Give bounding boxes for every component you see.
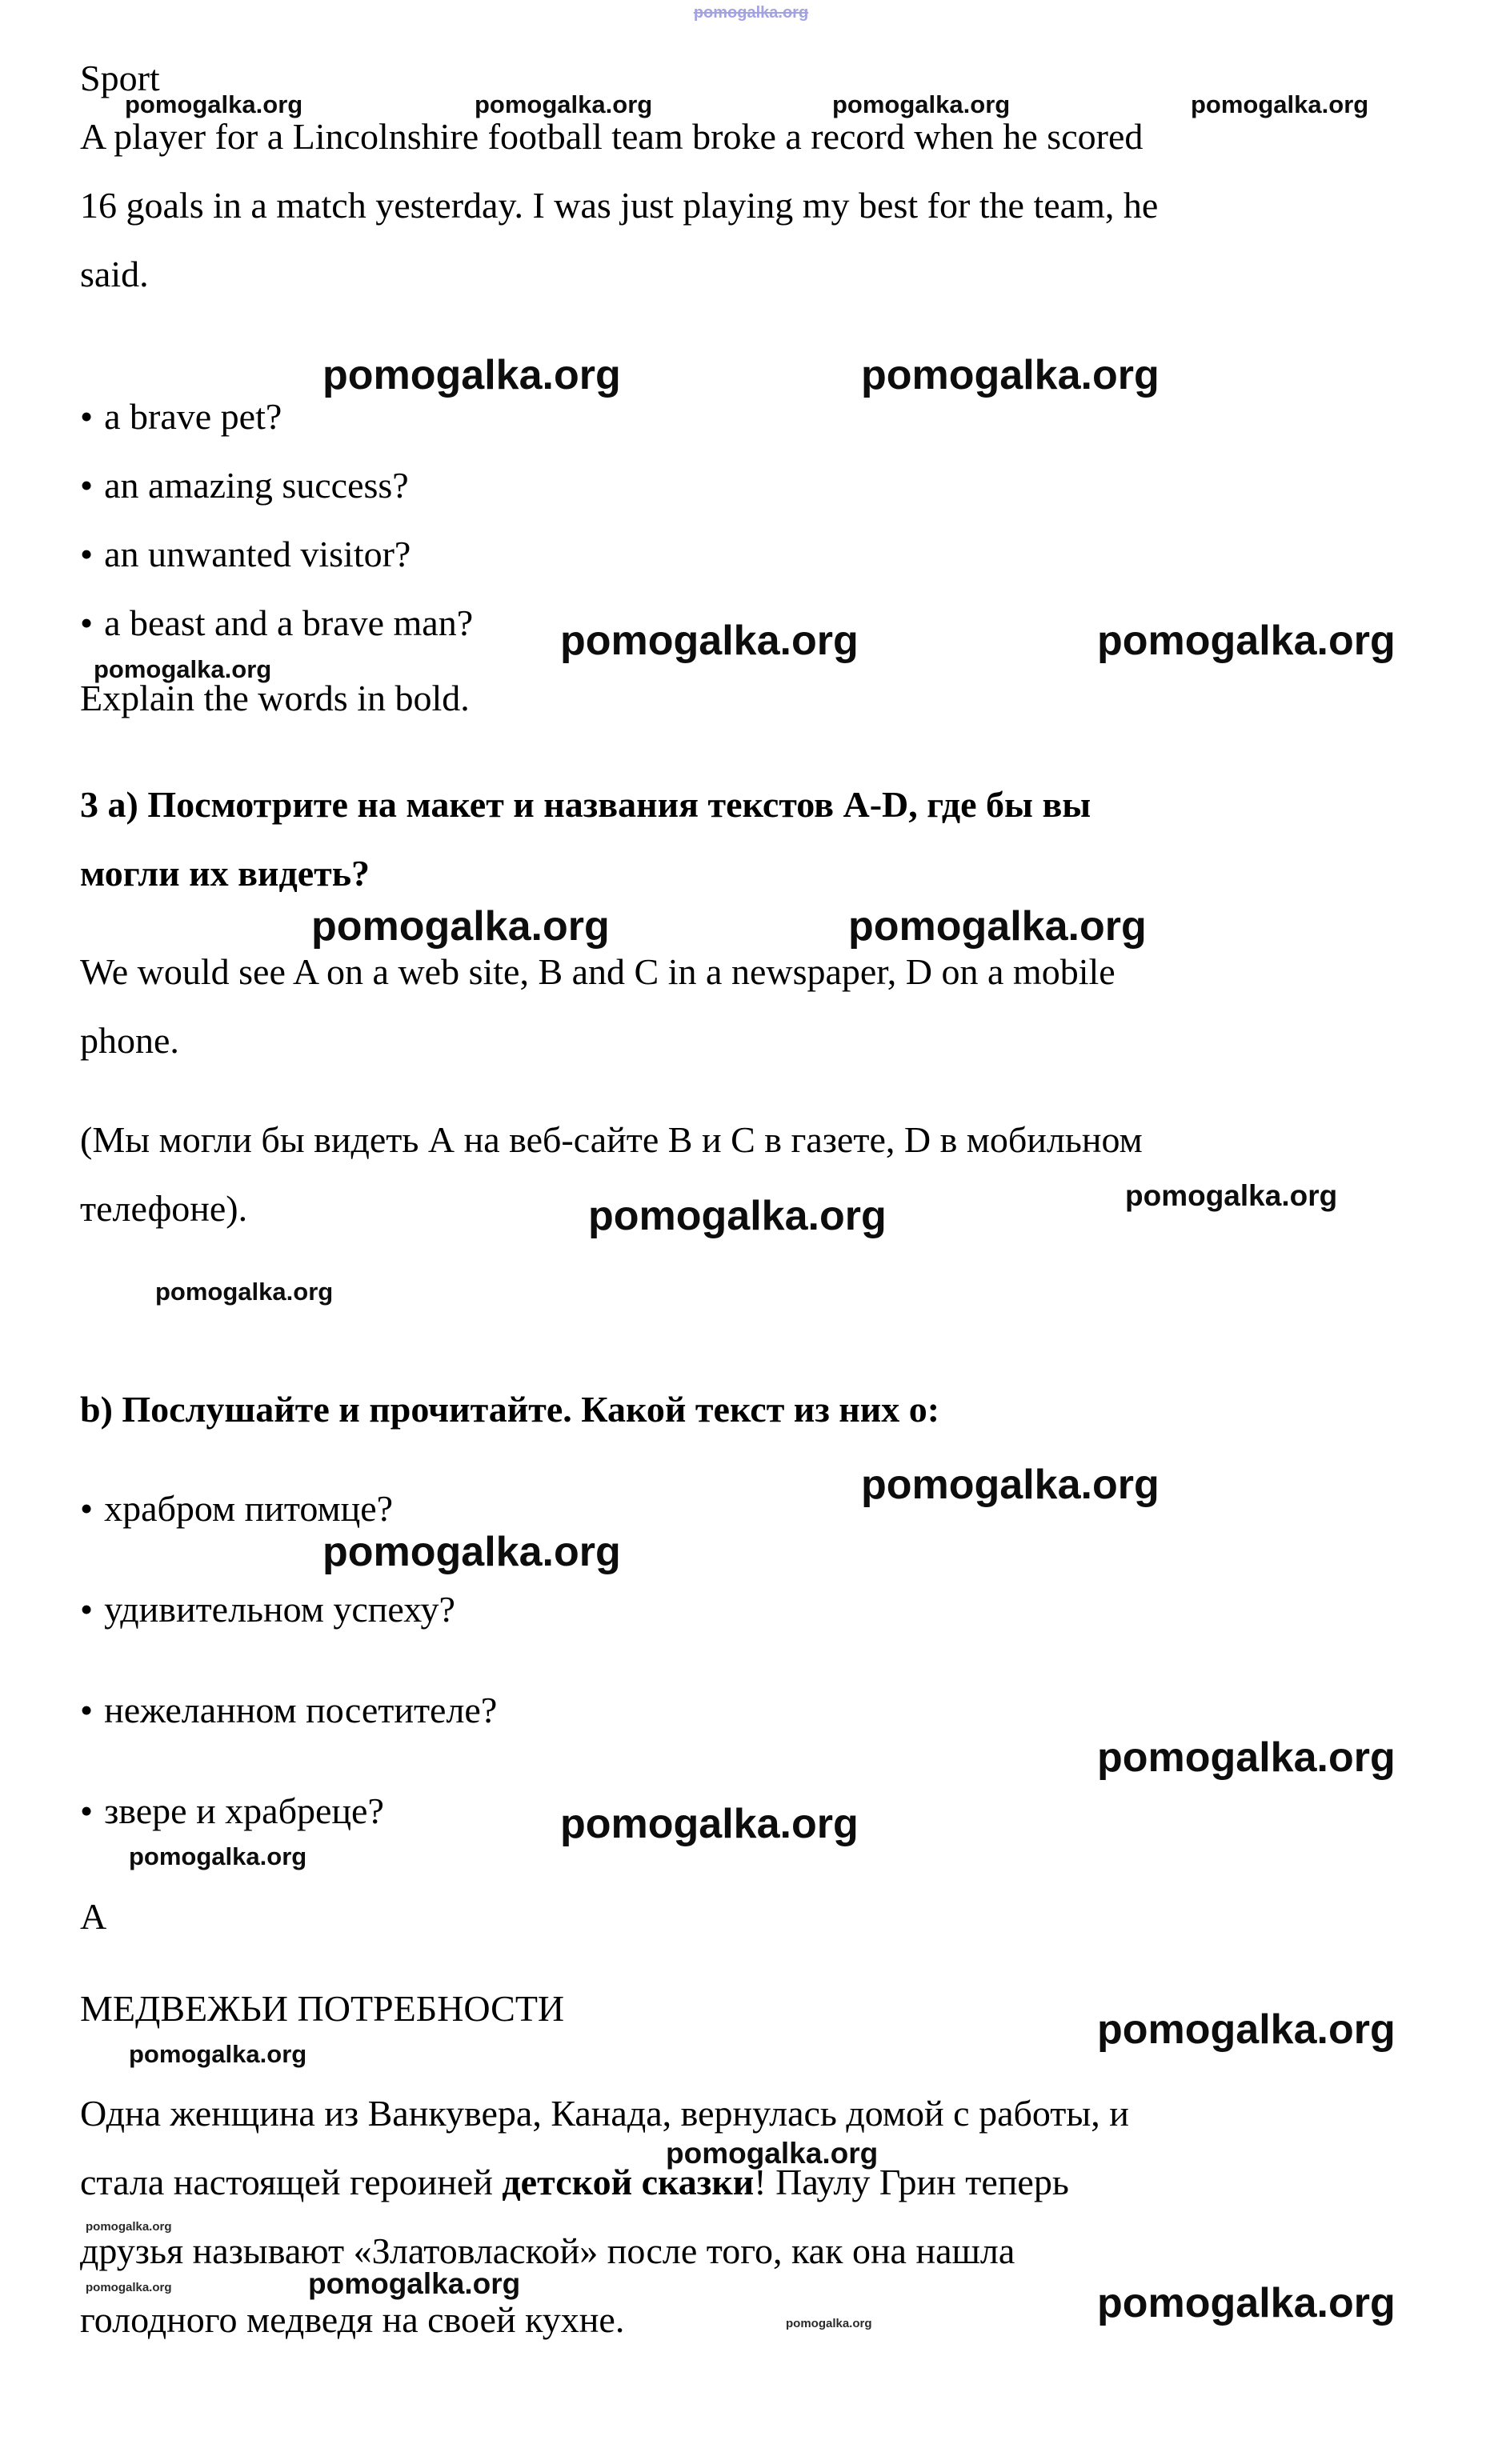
watermark: pomogalka.org <box>588 1193 887 1239</box>
watermark: pomogalka.org <box>308 2267 521 2300</box>
paragraph-text: ! Паулу Грин теперь <box>754 2162 1069 2202</box>
paragraph-line: (Мы могли бы видеть А на веб-сайте В и С в газете, D в мобильном <box>80 1119 1143 1160</box>
list-item-label: an amazing success? <box>104 465 409 506</box>
bold-phrase: детской сказки <box>502 2162 755 2202</box>
sport-heading: Sport <box>80 58 160 98</box>
watermark: pomogalka.org <box>560 1801 859 1847</box>
list-item <box>80 382 473 451</box>
bear-paragraph <box>80 2079 1129 2354</box>
watermark: pomogalka.org <box>1097 2280 1396 2326</box>
list-item-label: an unwanted visitor? <box>104 534 411 574</box>
watermark: pomogalka.org <box>1125 1179 1338 1212</box>
list-item <box>80 1660 497 1761</box>
watermark: pomogalka.org <box>1097 2006 1396 2053</box>
text-a-title: МЕДВЕЖЬИ ПОТРЕБНОСТИ <box>80 1988 565 2029</box>
paragraph-text: стала настоящей героиней <box>80 2162 503 2202</box>
bullet-marker: • <box>80 1488 94 1529</box>
watermark: pomogalka.org <box>475 90 653 118</box>
bullet-marker: • <box>80 1589 94 1630</box>
watermark: pomogalka.org <box>311 903 610 950</box>
watermark: pomogalka.org <box>832 90 1011 118</box>
list-item-label: a beast and a brave man? <box>104 602 474 643</box>
bullet-marker: • <box>80 1790 94 1831</box>
watermark: pomogalka.org <box>861 352 1160 398</box>
task-b-heading: b) Послушайте и прочитайте. Какой текст из них о: <box>80 1389 940 1430</box>
list-item <box>80 589 473 658</box>
watermark-logo: pomogalka.org <box>693 4 809 22</box>
watermark: pomogalka.org <box>322 1529 621 1575</box>
watermark: pomogalka.org <box>155 1278 334 1306</box>
task-3a-heading <box>80 770 1091 908</box>
heading-line: могли их видеть? <box>80 853 370 894</box>
watermark: pomogalka.org <box>1097 1734 1396 1781</box>
watermark: pomogalka.org <box>94 655 272 683</box>
watermark: pomogalka.org <box>1097 618 1396 664</box>
paragraph-line: голодного медведя на своей кухне. <box>80 2299 625 2340</box>
bullet-marker: • <box>80 1690 94 1730</box>
paragraph-line: phone. <box>80 1020 179 1061</box>
paragraph-line: 16 goals in a match yesterday. I was just playing my best for the team, he <box>80 185 1159 226</box>
watermark: pomogalka.org <box>129 1842 307 1870</box>
question-list-en <box>80 382 473 658</box>
paragraph-line: друзья называют «Златовлаской» после того, как она нашла <box>80 2230 1015 2271</box>
watermark: pomogalka.org <box>86 2220 172 2234</box>
watermark: pomogalka.org <box>666 2137 879 2170</box>
watermark: pomogalka.org <box>125 90 303 118</box>
watermark: pomogalka.org <box>86 2281 172 2294</box>
list-item-label: удивительном успеху? <box>104 1589 455 1630</box>
watermark: pomogalka.org <box>322 352 621 398</box>
list-item <box>80 520 473 589</box>
list-item-label: a brave pet? <box>104 396 282 437</box>
bullet-marker: • <box>80 396 94 437</box>
bullet-marker: • <box>80 602 94 643</box>
watermark: pomogalka.org <box>1191 90 1369 118</box>
watermark: pomogalka.org <box>129 2040 307 2068</box>
paragraph-line: said. <box>80 254 149 294</box>
text-a-label: А <box>80 1896 107 1937</box>
intro-paragraph <box>80 102 1158 309</box>
paragraph-line: A player for a Lincolnshire football team broke a record when he scored <box>80 116 1144 157</box>
paragraph-line <box>80 2148 1129 2217</box>
heading-line: 3 а) Посмотрите на макет и названия текстов A-D, где бы вы <box>80 784 1091 825</box>
list-item-label: звере и храбреце? <box>104 1790 384 1831</box>
bullet-marker: • <box>80 534 94 574</box>
watermark: pomogalka.org <box>786 2317 872 2330</box>
explain-instruction: Explain the words in bold. <box>80 678 470 718</box>
paragraph-line: телефоне). <box>80 1188 248 1229</box>
bullet-marker: • <box>80 465 94 506</box>
paragraph-line: We would see A on a web site, B and C in a newspaper, D on a mobile <box>80 951 1115 992</box>
question-list-ru <box>80 1458 497 1862</box>
list-item-label: храбром питомце? <box>104 1488 394 1529</box>
watermark: pomogalka.org <box>861 1462 1160 1508</box>
paragraph-line: Одна женщина из Ванкувера, Канада, вернулась домой с работы, и <box>80 2093 1129 2134</box>
list-item <box>80 451 473 520</box>
watermark: pomogalka.org <box>560 618 859 664</box>
answer-en <box>80 938 1115 1075</box>
list-item-label: нежеланном посетителе? <box>104 1690 498 1730</box>
watermark: pomogalka.org <box>848 903 1147 950</box>
